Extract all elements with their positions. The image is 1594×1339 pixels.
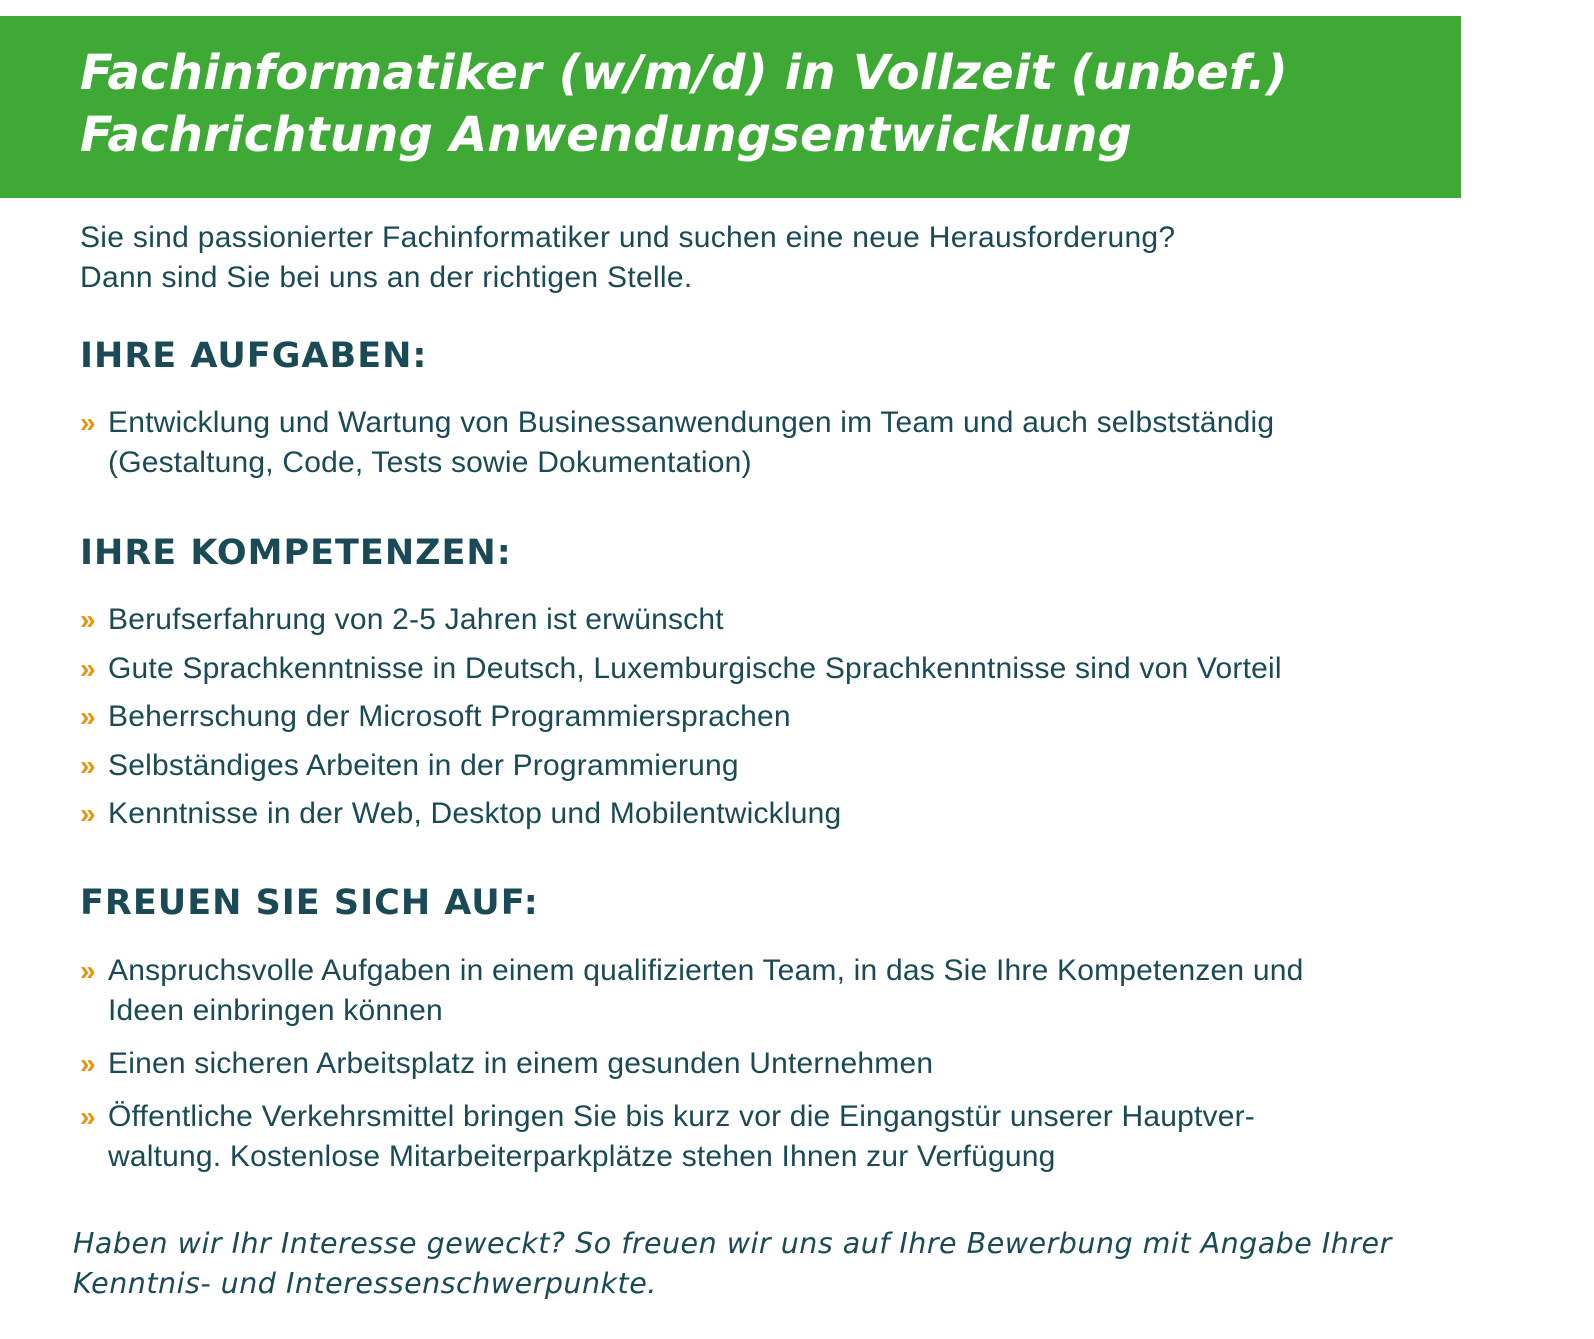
list-item-line: Anspruchsvolle Aufgaben in einem qualifizierten Team, in das Sie Ihre Kompetenzen und xyxy=(108,954,1304,987)
list-item-line: waltung. Kostenlose Mitarbeiterparkplätze stehen Ihnen zur Verfügung xyxy=(108,1140,1056,1173)
list-item-line: Selbständiges Arbeiten in der Programmierung xyxy=(108,748,739,782)
intro-line-1: Sie sind passionierter Fachinformatiker und suchen eine neue Herausforderung? xyxy=(80,221,1176,254)
list-item-line: Beherrschung der Microsoft Programmiersprachen xyxy=(108,700,791,733)
closing-text xyxy=(73,1224,1392,1304)
list-item-line: Entwicklung und Wartung von Businessanwendungen im Team und auch selbstständig xyxy=(108,406,1275,439)
list-item xyxy=(80,794,1480,834)
chevron-right-double-icon: » xyxy=(80,1048,96,1079)
closing-line-1: Haben wir Ihr Interesse geweckt? So freuen wir uns auf Ihre Bewerbung mit Angabe Ihrer xyxy=(73,1227,1392,1260)
section-title-aufgaben: IHRE AUFGABEN: xyxy=(80,336,428,376)
chevron-right-double-icon: » xyxy=(80,1101,96,1132)
chevron-right-double-icon: » xyxy=(80,604,96,635)
aufgaben-list xyxy=(80,403,1480,483)
section-title-kompetenzen: IHRE KOMPETENZEN: xyxy=(80,533,512,573)
section-title-freuen: FREUEN SIE SICH AUF: xyxy=(80,883,539,923)
job-title-line-1: Fachinformatiker (w/m/d) in Vollzeit (unbef.) xyxy=(80,45,1288,101)
list-item xyxy=(80,951,1480,1031)
chevron-right-double-icon: » xyxy=(80,407,96,438)
list-item xyxy=(80,697,1480,737)
list-item xyxy=(80,1097,1480,1177)
job-title-line-2: Fachrichtung Anwendungsentwicklung xyxy=(80,107,1133,163)
intro-line-2: Dann sind Sie bei uns an der richtigen Stelle. xyxy=(80,261,693,294)
chevron-right-double-icon: » xyxy=(80,749,96,781)
list-item-line: Ideen einbringen können xyxy=(108,994,443,1027)
list-item-line: Gute Sprachkenntnisse in Deutsch, Luxemburgische Sprachkenntnisse sind von Vorteil xyxy=(108,651,1282,685)
chevron-right-double-icon: » xyxy=(80,955,96,986)
list-item-line: Berufserfahrung von 2-5 Jahren ist erwünscht xyxy=(108,603,724,636)
list-item-line: Öffentliche Verkehrsmittel bringen Sie bis kurz vor die Eingangstür unserer Hauptver- xyxy=(108,1100,1255,1133)
freuen-list xyxy=(80,951,1480,1177)
list-item xyxy=(80,600,1480,640)
chevron-right-double-icon: » xyxy=(80,798,96,829)
kompetenzen-list xyxy=(80,600,1480,834)
list-item-line: Einen sicheren Arbeitsplatz in einem gesunden Unternehmen xyxy=(108,1047,934,1080)
chevron-right-double-icon: » xyxy=(80,652,96,684)
list-item xyxy=(80,403,1480,483)
list-item xyxy=(80,746,1480,786)
closing-line-2: Kenntnis- und Interessenschwerpunkte. xyxy=(73,1267,657,1300)
header-banner xyxy=(0,16,1461,198)
list-item xyxy=(80,649,1480,689)
intro-text xyxy=(80,218,1175,298)
list-item-line: Kenntnisse in der Web, Desktop und Mobilentwicklung xyxy=(108,797,842,830)
list-item-line: (Gestaltung, Code, Tests sowie Dokumentation) xyxy=(108,446,752,479)
chevron-right-double-icon: » xyxy=(80,701,96,732)
list-item xyxy=(80,1044,1480,1084)
